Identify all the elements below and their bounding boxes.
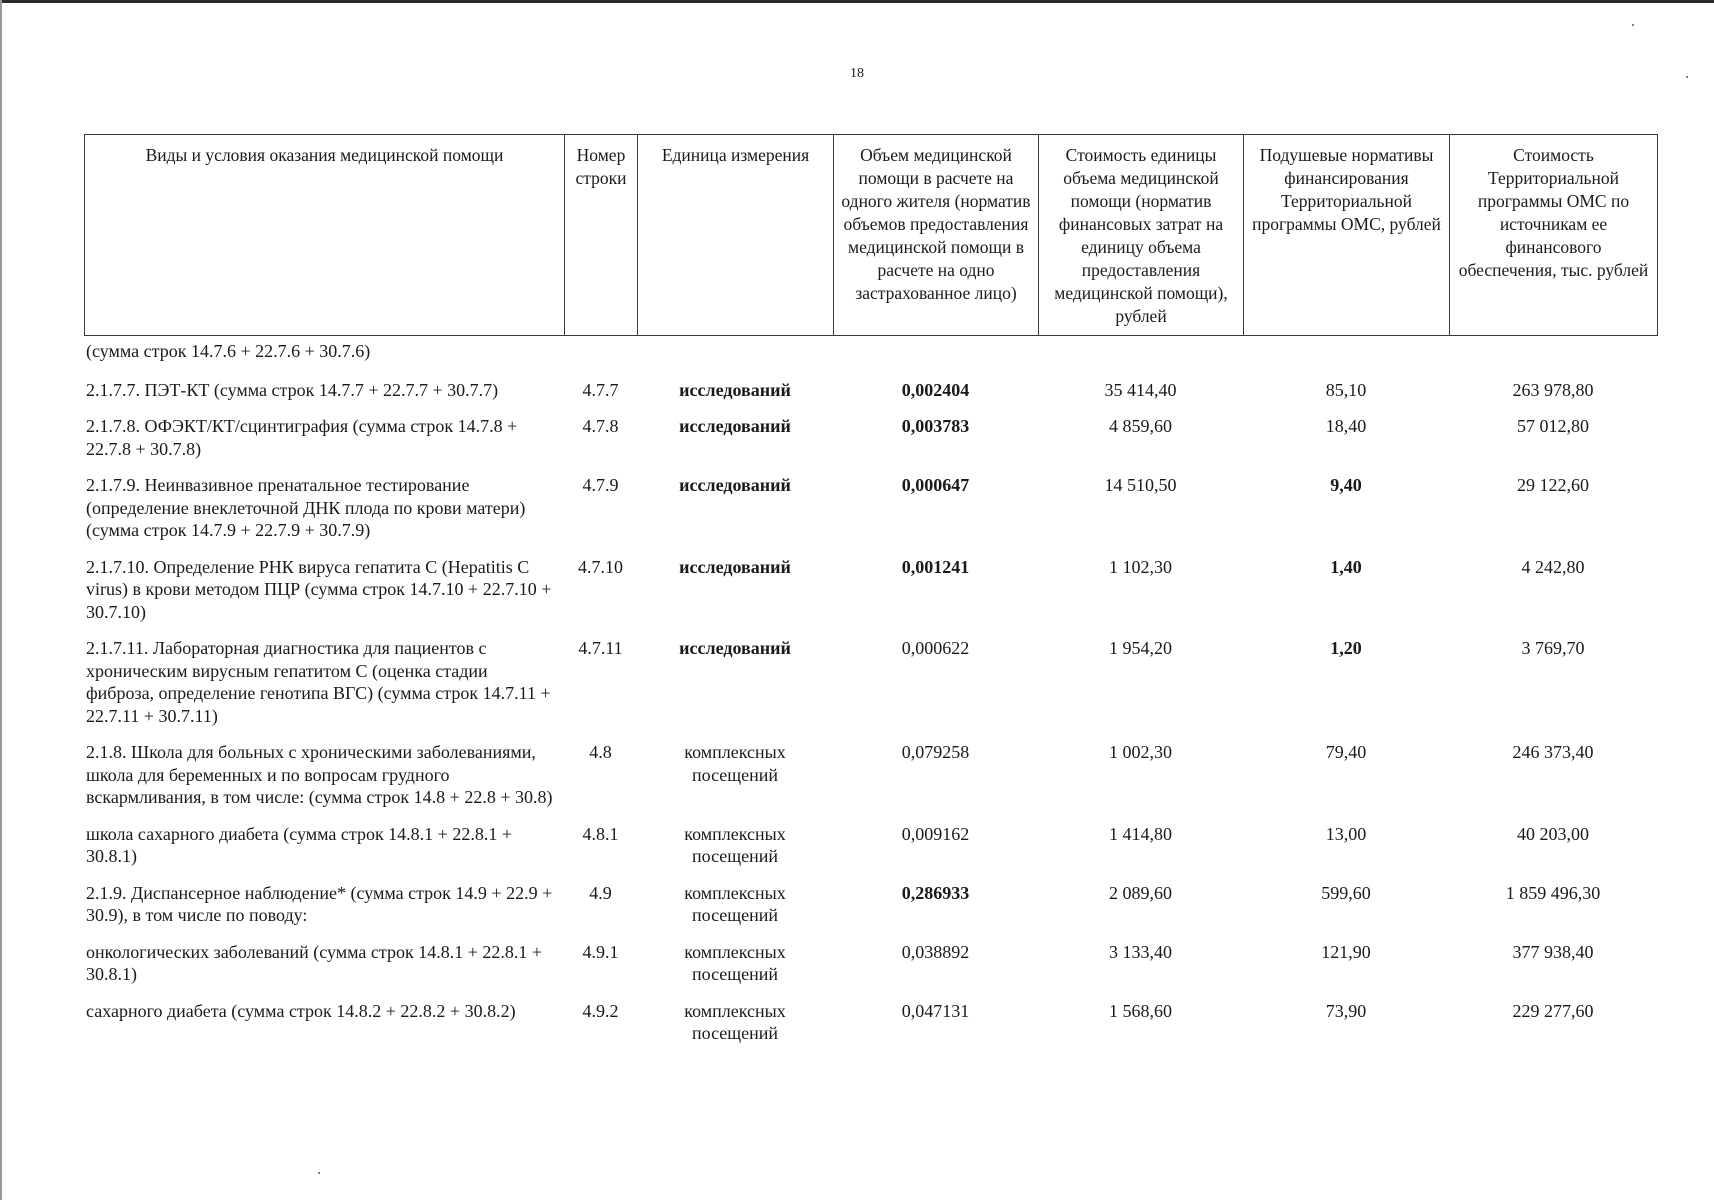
row-unit: комплексных посещений [684,882,786,925]
row-number: 4.7.11 [578,638,623,658]
header-per-capita: Подушевые нормативы финансирования Территориальной программы ОМС, рублей [1244,135,1450,336]
scan-left-border [0,0,2,1200]
row-number: 4.7.8 [582,416,619,436]
row-description: школа сахарного диабета (сумма строк 14.8.1 + 22.8.1 + 30.8.1) [86,823,512,866]
row-unit: исследований [679,379,791,400]
table-row [84,882,1657,941]
row-per-capita: 73,90 [1325,1000,1367,1021]
table-row [84,1000,1657,1059]
header-row-number: Номер строки [565,135,638,336]
continuation-text: (сумма строк 14.7.6 + 22.7.6 + 30.7.6) [86,341,371,361]
table-row [84,637,1657,741]
row-volume: 0,047131 [901,1000,970,1021]
row-volume: 0,002404 [901,379,970,400]
row-volume: 0,000622 [901,638,970,658]
row-description: 2.1.8. Школа для больных с хроническими заболеваниями, школа для беременных и по вопросам грудного вскармливания, в том числе: (сумма строк 14.8 + 22.8 + 30.8) [86,742,553,807]
row-number: 4.8 [589,742,612,762]
row-description: онкологических заболеваний (сумма строк 14.8.1 + 22.8.1 + 30.8.1) [86,941,543,984]
row-unit: исследований [679,556,791,577]
row-volume: 0,001241 [901,556,970,577]
row-unit: исследований [679,475,791,495]
scan-speck [1632,24,1634,26]
row-volume: 0,038892 [901,941,970,962]
continuation-row [84,340,1657,379]
row-description: 2.1.7.10. Определение РНК вируса гепатита С (Hepatitis C virus) в крови методом ПЦР (сумма строк 14.7.10 + 22.7.10 + 30.7.10) [86,556,552,622]
row-number: 4.7.9 [582,475,619,495]
page-number: 18 [850,66,864,81]
row-per-capita: 13,00 [1325,823,1367,844]
row-total-cost: 229 277,60 [1512,1000,1594,1021]
row-number: 4.9.2 [582,1000,619,1021]
table-row [84,741,1657,823]
row-per-capita: 79,40 [1325,742,1367,762]
row-per-capita: 1,40 [1330,556,1362,577]
row-unit-cost: 3 133,40 [1109,941,1172,962]
row-per-capita: 85,10 [1325,379,1367,400]
header-volume: Объем медицинской помощи в расчете на одного жителя (норматив объемов предоставления медицинской помощи в расчете на одно застрахованное лицо) [834,135,1039,336]
row-total-cost: 3 769,70 [1521,638,1585,658]
row-per-capita: 1,20 [1330,638,1362,658]
row-unit-cost: 14 510,50 [1104,475,1177,495]
row-number: 4.9.1 [582,941,619,962]
row-total-cost: 29 122,60 [1517,475,1589,495]
row-number: 4.8.1 [582,823,619,844]
row-unit-cost: 1 568,60 [1109,1000,1172,1021]
table-row [84,941,1657,1000]
row-unit: исследований [679,416,791,436]
header-unit: Единица измерения [638,135,834,336]
row-unit: комплексных посещений [684,941,786,984]
table-row [84,415,1657,474]
row-number: 4.7.7 [582,379,619,400]
row-description: 2.1.7.11. Лабораторная диагностика для пациентов с хроническим вирусным гепатитом С (оценка стадии фиброза, определение генотипа ВГС) (сумма строк 14.7.11 + 22.7.11 + 30.7.11) [86,638,551,726]
table-row [84,556,1657,638]
row-volume: 0,079258 [901,742,970,762]
row-number: 4.7.10 [578,556,623,577]
row-per-capita: 121,90 [1321,941,1371,962]
row-unit-cost: 1 002,30 [1109,742,1172,762]
row-unit-cost: 1 414,80 [1109,823,1172,844]
table-body [84,340,1657,1059]
row-volume: 0,286933 [901,882,970,903]
row-volume: 0,000647 [901,475,970,495]
row-unit-cost: 4 859,60 [1109,416,1172,436]
row-number: 4.9 [589,882,612,903]
table-row [84,823,1657,882]
table-row [84,379,1657,416]
header-total-cost: Стоимость Территориальной программы ОМС по источникам ее финансового обеспечения, тыс. рублей [1450,135,1658,336]
row-volume: 0,003783 [901,416,970,436]
row-description: 2.1.7.7. ПЭТ-КТ (сумма строк 14.7.7 + 22.7.7 + 30.7.7) [86,379,499,400]
row-total-cost: 40 203,00 [1517,823,1589,844]
row-total-cost: 263 978,80 [1512,379,1594,400]
row-unit-cost: 1 954,20 [1109,638,1172,658]
row-description: 2.1.7.8. ОФЭКТ/КТ/сцинтиграфия (сумма строк 14.7.8 + 22.7.8 + 30.7.8) [86,416,518,459]
table-header [84,134,1658,336]
header-unit-cost: Стоимость единицы объема медицинской помощи (норматив финансовых затрат на единицу объема предоставления медицинской помощи), рублей [1039,135,1244,336]
scan-top-border [0,0,1714,3]
row-description: 2.1.7.9. Неинвазивное пренатальное тестирование (определение внеклеточной ДНК плода по крови матери) (сумма строк 14.7.9 + 22.7.9 + 30.7.9) [86,475,526,540]
row-volume: 0,009162 [901,823,970,844]
row-per-capita: 599,60 [1321,882,1371,903]
row-description: 2.1.9. Диспансерное наблюдение* (сумма строк 14.9 + 22.9 + 30.9), в том числе по поводу: [86,882,553,925]
table-row [84,474,1657,556]
row-per-capita: 18,40 [1325,416,1367,436]
row-unit-cost: 35 414,40 [1104,379,1177,400]
row-total-cost: 246 373,40 [1512,742,1594,762]
header-care-type: Виды и условия оказания медицинской помощи [85,135,565,336]
row-unit-cost: 1 102,30 [1109,556,1172,577]
row-total-cost: 377 938,40 [1512,941,1594,962]
row-unit: исследований [679,638,791,658]
row-unit-cost: 2 089,60 [1109,882,1172,903]
row-description: сахарного диабета (сумма строк 14.8.2 + 22.8.2 + 30.8.2) [86,1000,516,1021]
row-total-cost: 1 859 496,30 [1505,882,1601,903]
row-total-cost: 4 242,80 [1521,556,1585,577]
row-per-capita: 9,40 [1330,475,1362,495]
row-unit: комплексных посещений [684,823,786,866]
row-unit: комплексных посещений [684,1000,786,1043]
scan-speck [318,1172,320,1174]
row-unit: комплексных посещений [684,742,786,785]
row-total-cost: 57 012,80 [1517,416,1589,436]
